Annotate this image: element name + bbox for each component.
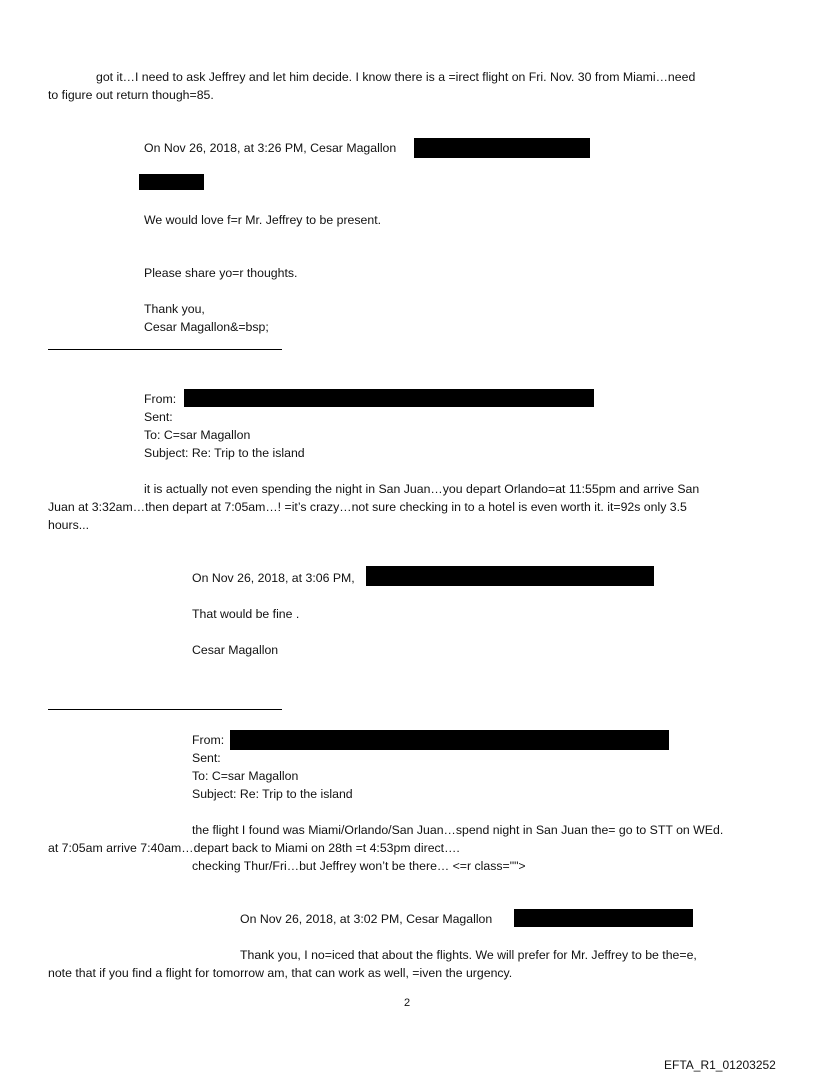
redaction-box — [139, 174, 204, 190]
body-text-line: That would be fine . — [192, 607, 300, 621]
body-text-line: Thank you, I no=iced that about the flights. We will prefer for Mr. Jeffrey to be the=e, — [240, 948, 697, 962]
header-from: From: — [192, 733, 225, 747]
header-sent: Sent: — [144, 410, 173, 424]
body-text-line: the flight I found was Miami/Orlando/San Juan…spend night in San Juan the= go to STT on WEd. — [192, 823, 724, 837]
signature-line: Thank you, — [144, 302, 205, 316]
signature-line: Cesar Magallon&=bsp; — [144, 320, 269, 334]
body-text-line: We would love f=r Mr. Jeffrey to be present. — [144, 213, 382, 227]
header-to: To: C=sar Magallon — [192, 769, 299, 783]
header-subject: Subject: Re: Trip to the island — [144, 446, 305, 460]
body-text-line: hours... — [48, 518, 90, 532]
redaction-box — [414, 138, 590, 158]
redaction-box — [366, 566, 654, 586]
header-to: To: C=sar Magallon — [144, 428, 251, 442]
redaction-box — [230, 730, 669, 750]
body-text-line: checking Thur/Fri…but Jeffrey won’t be there… <=r class=""> — [192, 859, 526, 873]
header-sent: Sent: — [192, 751, 221, 765]
separator-rule — [48, 709, 282, 710]
quote-header: On Nov 26, 2018, at 3:26 PM, Cesar Magallon — [144, 141, 397, 155]
quote-header: On Nov 26, 2018, at 3:02 PM, Cesar Magallon — [240, 912, 493, 926]
separator-rule — [48, 349, 282, 350]
body-text-line: note that if you find a flight for tomorrow am, that can work as well, =iven the urgency. — [48, 966, 513, 980]
bates-number: EFTA_R1_01203252 — [664, 1058, 776, 1072]
body-text-line: at 7:05am arrive 7:40am…depart back to Miami on 28th =t 4:53pm direct…. — [48, 841, 460, 855]
body-text-line: Please share yo=r thoughts. — [144, 266, 298, 280]
signature-line: Cesar Magallon — [192, 643, 279, 657]
redaction-box — [514, 909, 693, 927]
quote-header: On Nov 26, 2018, at 3:06 PM, — [192, 571, 355, 585]
body-text-line: got it…I need to ask Jeffrey and let him decide. I know there is a =irect flight on Fri. Nov. 30 from Miami…need — [96, 70, 696, 84]
page-number: 2 — [404, 997, 411, 1009]
header-from: From: — [144, 392, 177, 406]
redaction-box — [184, 389, 594, 407]
header-subject: Subject: Re: Trip to the island — [192, 787, 353, 801]
body-text-line: Juan at 3:32am…then depart at 7:05am…! =it’s crazy…not sure checking in to a hotel is even worth it. it=92s only 3.5 — [48, 500, 687, 514]
body-text-line: it is actually not even spending the night in San Juan…you depart Orlando=at 11:55pm and arrive San — [144, 482, 700, 496]
body-text-line: to figure out return though=85. — [48, 88, 214, 102]
